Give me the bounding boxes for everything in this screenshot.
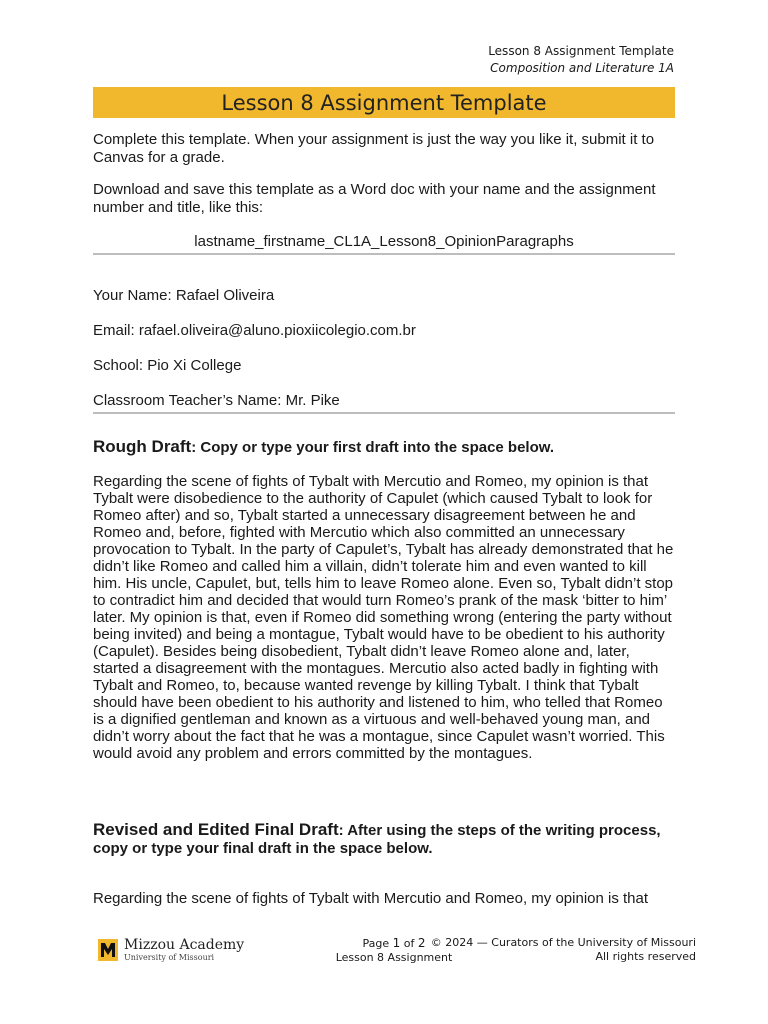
footer-lesson-label: Lesson 8 Assignment	[335, 951, 453, 964]
file-name-example: lastname_firstname_CL1A_Lesson8_OpinionParagraphs	[194, 233, 574, 250]
title-banner	[93, 87, 675, 118]
student-name-field: Your Name: Rafael Oliveira	[93, 287, 275, 304]
rough-draft-title: Rough Draft	[93, 437, 192, 456]
copyright-line: © 2024 — Curators of the University of Missouri	[430, 936, 696, 949]
intro-paragraph-1: Complete this template. When your assignment is just the way you like it, submit it to Canvas for a grade.	[93, 131, 655, 166]
page-prefix: Page	[362, 937, 393, 950]
mizzou-tiger-icon	[98, 939, 118, 961]
rights-line: All rights reserved	[595, 950, 696, 963]
logo-university: University of Missouri	[124, 953, 215, 962]
teacher-field: Classroom Teacher’s Name: Mr. Pike	[93, 392, 340, 409]
email-field: Email: rafael.oliveira@aluno.pioxiicolegio.com.br	[93, 322, 416, 339]
document-title: Lesson 8 Assignment Template	[221, 90, 547, 115]
page-of: of	[400, 937, 418, 950]
header-title: Lesson 8 Assignment Template	[488, 44, 674, 58]
document-body	[93, 131, 675, 907]
rough-draft-heading	[93, 437, 675, 457]
school-field: School: Pio Xi College	[93, 357, 242, 374]
page-footer	[0, 930, 768, 970]
final-draft-instruction: : After using the steps of the writing process, copy or type your final draft in the space below.	[93, 822, 661, 857]
copyright-notice	[431, 936, 696, 964]
page-header	[488, 43, 674, 77]
final-draft-text: Regarding the scene of fights of Tybalt with Mercutio and Romeo, my opinion is that	[93, 890, 649, 907]
final-draft-title: Revised and Edited Final Draft	[93, 820, 339, 839]
page-current: 1	[392, 936, 401, 950]
rough-draft-instruction: : Copy or type your first draft into the space below.	[191, 439, 555, 456]
mizzou-academy-logo	[98, 938, 244, 962]
page-total: 2	[417, 936, 426, 950]
logo-name: Mizzou Academy	[124, 937, 245, 953]
final-draft-heading	[93, 820, 675, 858]
intro-paragraph-2: Download and save this template as a Word doc with your name and the assignment number and title, like this:	[93, 181, 656, 216]
header-course: Composition and Literature 1A	[490, 61, 674, 75]
rough-draft-text: Regarding the scene of fights of Tybalt with Mercutio and Romeo, my opinion is that Tybalt were disobedience to the authority of Capulet (which caused Tybalt to look for Romeo after) and so, Tybalt started a unnecessary disagreement between he and Romeo and, before, fighted with Mercutio which also committed an unnecessary provocation to Tybalt. In the party of Capulet’s, Tybalt has already demonstrated that he didn’t like Romeo and called him a villain, didn’t tolerate him and even wanted to kill him. His uncle, Capulet, but, tells him to leave Romeo alone. Even so, Tybalt didn’t stop to contradict him and decided that would turn Romeo’s prank of the mask ‘bitter to him’ later. My opinion is that, even if Romeo did something wrong (entering the party without being invited) and being a montague, Tybalt would have to be obedient to his authority (Capulet). Besides being disobedient, Tybalt didn’t leave Romeo alone and, later, started a disagreement with the montagues. Mercutio also acted badly in fighting with Tybalt and Romeo, to, because wanted revenge by killing Tybalt. I think that Tybalt should have been obedient to his authority and listened to him, who telled that Romeo is a dignified gentleman and known as a virtuous and well-behaved young man, and didn’t worry about the fact that he was a montague, since Capulet wasn’t worried. This would avoid any problem and errors committed by the montagues.	[93, 473, 674, 762]
